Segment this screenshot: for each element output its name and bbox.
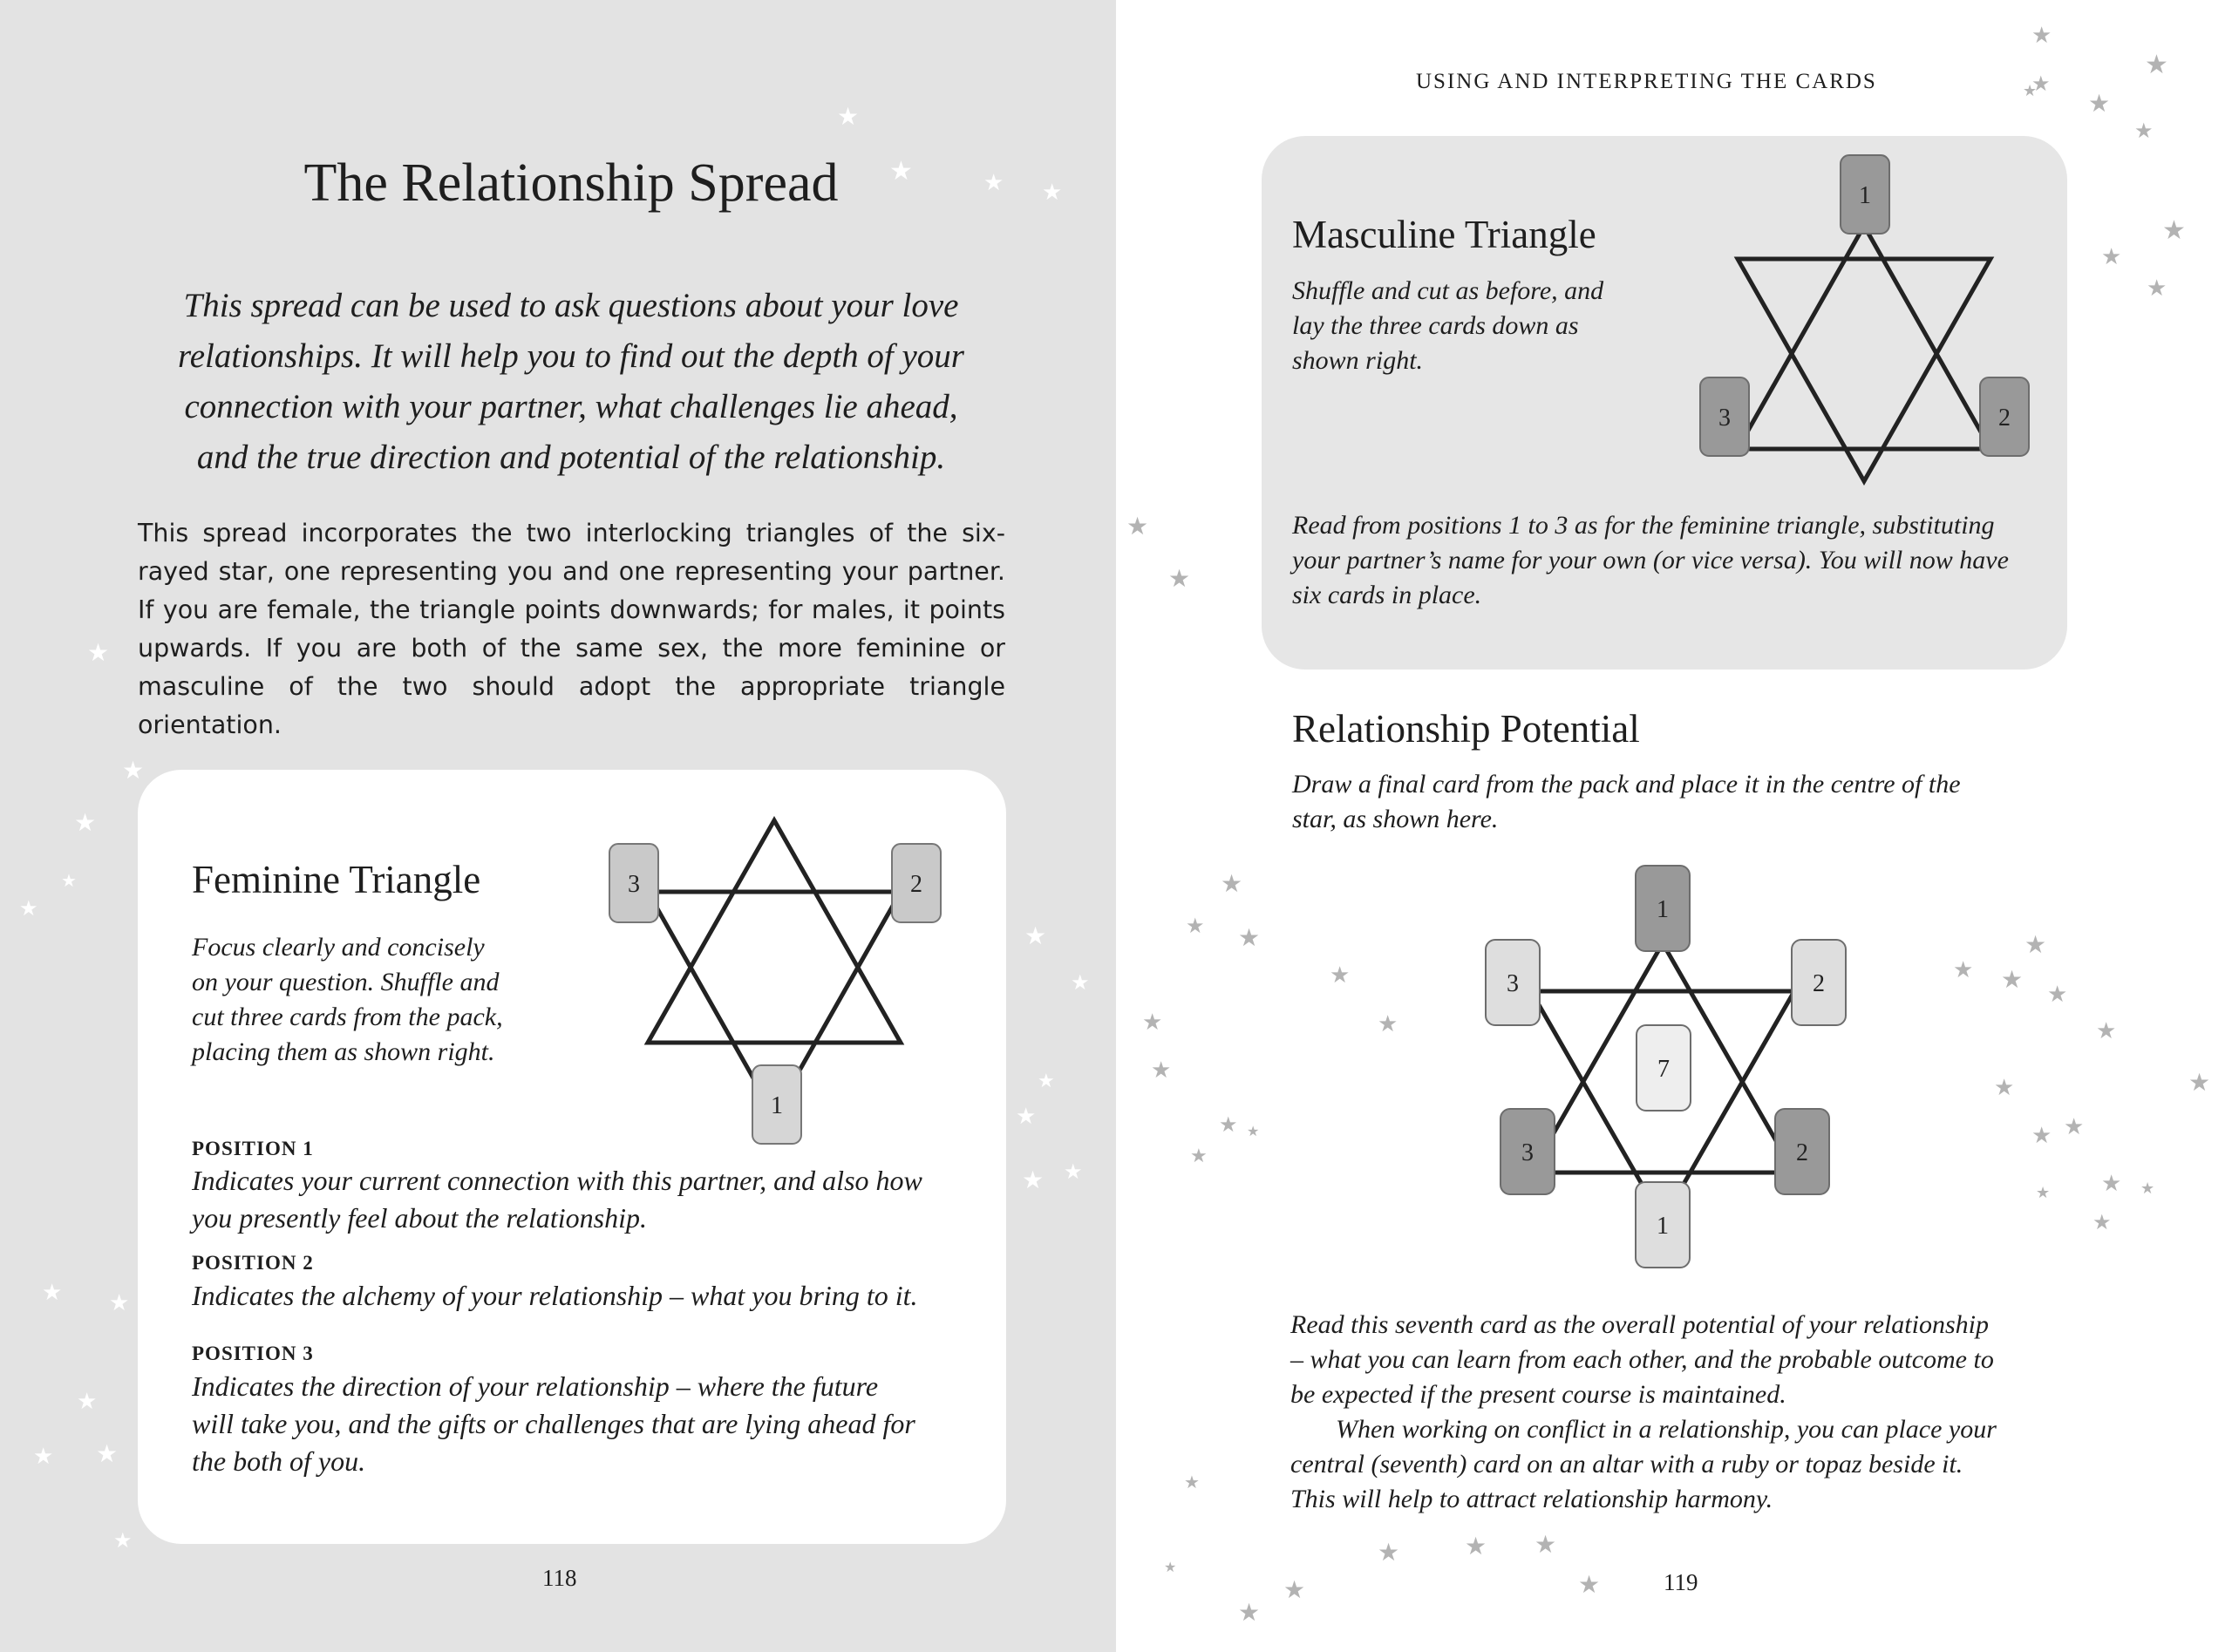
star-icon: ★ [983, 170, 1004, 196]
star-icon: ★ [1330, 962, 1351, 989]
star-icon: ★ [96, 1439, 119, 1468]
star-icon: ★ [1465, 1532, 1487, 1560]
star-icon: ★ [1142, 1010, 1163, 1036]
star-icon: ★ [2031, 71, 2051, 96]
masculine-reading-note: Read from positions 1 to 3 as for the feminine triangle, substituting your partner’s name for your own (or vice versa). You will now have six cards in place. [1292, 511, 2009, 609]
card-position-1-bottom [1636, 1182, 1690, 1268]
star-icon: ★ [1190, 1146, 1208, 1167]
star-icon: ★ [1016, 1104, 1037, 1130]
star-icon: ★ [2047, 982, 2068, 1008]
svg-text:3: 3 [1521, 1139, 1534, 1166]
star-icon: ★ [2145, 50, 2168, 80]
intro-line: connection with your partner, what challenges lie ahead, [184, 388, 958, 425]
star-icon: ★ [1219, 1112, 1238, 1137]
svg-text:7: 7 [1657, 1056, 1670, 1083]
star-icon: ★ [1186, 914, 1205, 938]
star-icon: ★ [1038, 1071, 1055, 1092]
page-number: 119 [1664, 1569, 1698, 1595]
star-icon: ★ [1534, 1530, 1557, 1559]
star-icon: ★ [2147, 275, 2167, 302]
star-icon: ★ [42, 1280, 63, 1306]
star-icon: ★ [122, 756, 145, 785]
star-icon: ★ [1283, 1575, 1306, 1604]
position-2-label: POSITION 2 [192, 1252, 314, 1274]
star-icon: ★ [1247, 1123, 1260, 1139]
position-1-text: Indicates your current connection with this partner, and also how you presently feel about the relationship. [192, 1165, 922, 1234]
svg-text:3: 3 [1507, 970, 1519, 997]
star-icon: ★ [1378, 1538, 1400, 1567]
svg-text:2: 2 [910, 871, 922, 898]
svg-text:2: 2 [1998, 405, 2011, 432]
body-paragraph: This spread incorporates the two interlocking triangles of the six-rayed star, one representing you and one representing your partner. If you are female, the triangle points downwards; for males, it points upwards. If you are both of the same sex, the more feminine or masculine of the two should adopt the appropriate triangle orientation. [138, 519, 1005, 739]
feminine-instructions: Focus clearly and concisely on your question. Shuffle and cut three cards from the pack, placing them as shown right. [192, 933, 503, 1066]
star-icon: ★ [889, 156, 913, 187]
star-icon: ★ [33, 1444, 54, 1470]
star-icon: ★ [61, 870, 77, 891]
star-icon: ★ [1238, 923, 1261, 952]
card-position-1-top [1636, 866, 1690, 951]
star-icon: ★ [1994, 1075, 2015, 1101]
potential-intro: Draw a final card from the pack and place it in the centre of the star, as shown here. [1292, 770, 1961, 833]
card-position-2 [892, 844, 941, 922]
feminine-heading: Feminine Triangle [192, 858, 481, 901]
position-3-label: POSITION 3 [192, 1343, 314, 1364]
star-icon: ★ [1221, 869, 1243, 898]
star-icon: ★ [2031, 1123, 2052, 1149]
position-2-text: Indicates the alchemy of your relationship – what you bring to it. [192, 1280, 918, 1311]
card-position-2-lower [1775, 1109, 1829, 1194]
svg-text:1: 1 [1859, 182, 1871, 209]
card-position-3-upper [1486, 940, 1540, 1025]
svg-text:3: 3 [1718, 405, 1731, 432]
star-icon: ★ [1238, 1598, 1261, 1627]
star-icon: ★ [2140, 1180, 2155, 1198]
star-icon: ★ [1022, 1166, 1045, 1194]
star-icon: ★ [2092, 1210, 2112, 1234]
svg-text:2: 2 [1813, 970, 1825, 997]
position-3-text: Indicates the direction of your relationship – where the future will take you, and the gifts or challenges that are lying ahead for the both of you. [192, 1370, 915, 1477]
star-icon: ★ [2101, 244, 2122, 270]
star-icon: ★ [1184, 1472, 1200, 1492]
star-icon: ★ [837, 102, 860, 131]
svg-text:1: 1 [771, 1092, 783, 1119]
intro-line: relationships. It will help you to find out the depth of your [178, 337, 964, 375]
star-icon: ★ [109, 1290, 130, 1316]
star-icon: ★ [1953, 957, 1974, 983]
star-icon: ★ [1164, 1559, 1177, 1575]
star-icon: ★ [1064, 1159, 1083, 1184]
svg-text:1: 1 [1657, 1213, 1669, 1240]
intro-line: and the true direction and potential of the relationship. [196, 438, 946, 476]
position-1-label: POSITION 1 [192, 1138, 314, 1159]
star-icon: ★ [2023, 82, 2038, 100]
right-page [1116, 0, 2232, 1652]
star-icon: ★ [2188, 1068, 2211, 1097]
star-icon: ★ [2134, 119, 2154, 143]
six-rayed-star-diagram [138, 770, 1006, 1136]
star-icon: ★ [2096, 1018, 2117, 1044]
star-icon: ★ [1168, 564, 1191, 593]
star-icon: ★ [1042, 180, 1063, 206]
card-position-1 [752, 1065, 801, 1144]
star-icon: ★ [2162, 215, 2186, 246]
star-icon: ★ [2101, 1171, 2122, 1197]
card-position-3 [609, 844, 658, 922]
star-icon: ★ [1151, 1057, 1172, 1084]
potential-heading: Relationship Potential [1292, 707, 1640, 751]
star-icon: ★ [2088, 89, 2111, 118]
intro-line: This spread can be used to ask questions about your love [183, 287, 959, 324]
star-icon: ★ [2024, 930, 2047, 959]
star-icon: ★ [87, 638, 110, 667]
star-icon: ★ [1378, 1011, 1398, 1037]
svg-text:2: 2 [1796, 1139, 1808, 1166]
page-title: The Relationship Spread [303, 153, 839, 213]
star-icon: ★ [2031, 23, 2052, 49]
star-icon: ★ [74, 808, 97, 837]
star-icon: ★ [1071, 970, 1090, 995]
masculine-instructions: Shuffle and cut as before, and lay the three cards down as shown right. [1292, 276, 1604, 375]
svg-text:1: 1 [1657, 896, 1669, 923]
star-icon: ★ [113, 1528, 133, 1553]
star-icon: ★ [1578, 1570, 1601, 1599]
card-position-3-lower [1500, 1109, 1555, 1194]
star-icon: ★ [77, 1389, 98, 1415]
star-icon: ★ [2036, 1184, 2051, 1202]
star-icon: ★ [2064, 1114, 2085, 1140]
star-icon: ★ [1024, 921, 1047, 950]
potential-closing: Read this seventh card as the overall potential of your relationship – what you can learn from each other, and the probable outcome to be expected if the present course is maintained. When working on conflict in a relationship, you can place your central (seventh) card on an altar with a ruby or topaz beside it. This will help to attract relationship harmony. [1290, 1310, 1997, 1513]
star-icon: ★ [1126, 512, 1149, 540]
star-icon: ★ [2001, 965, 2024, 994]
card-position-2-upper [1792, 940, 1846, 1025]
feminine-triangle-panel [138, 770, 1006, 1544]
running-head: USING AND INTERPRETING THE CARDS [1416, 70, 1877, 93]
page-number: 118 [542, 1565, 577, 1591]
star-icon: ★ [19, 896, 38, 921]
card-position-7-center [1637, 1025, 1691, 1111]
svg-text:3: 3 [628, 871, 640, 898]
masculine-heading: Masculine Triangle [1292, 213, 1596, 256]
intro-text [157, 281, 985, 483]
